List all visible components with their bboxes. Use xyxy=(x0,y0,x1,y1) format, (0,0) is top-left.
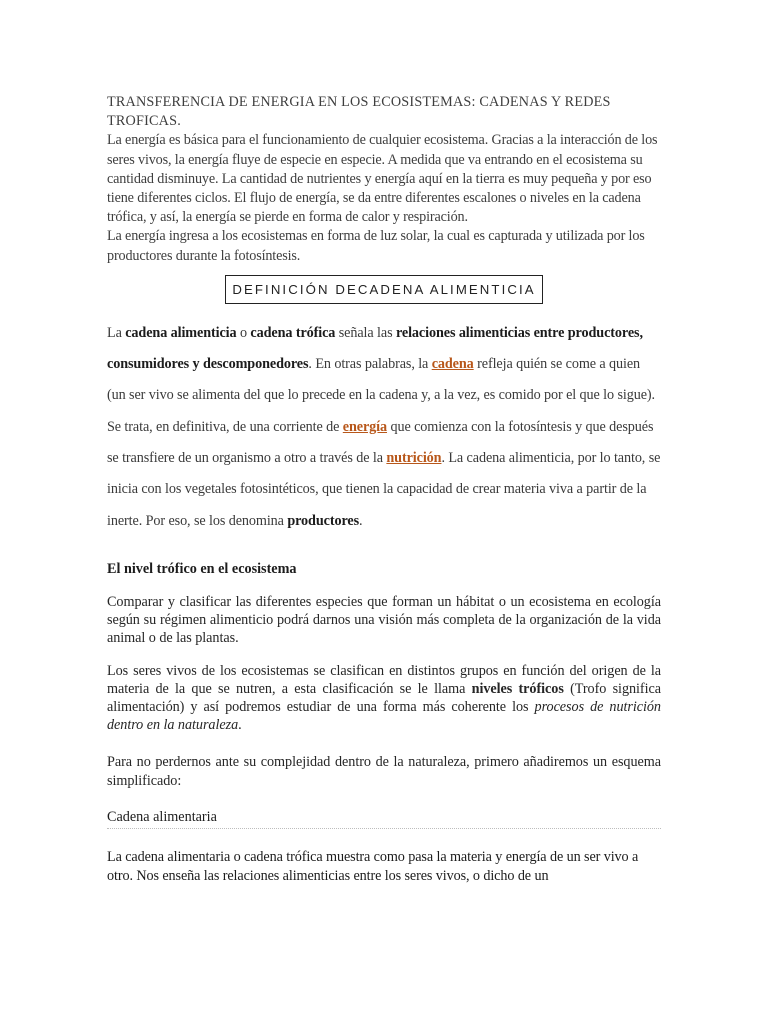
chain-paragraph-1 xyxy=(107,318,661,412)
text-run: (Trofo significa alimentación) y así podremos estudiar de una forma más coherente los xyxy=(107,680,661,715)
nivel-paragraph-1: Comparar y clasificar las diferentes especies que forman un hábitat o un ecosistema en ecología según su régimen alimenticio podrá darnos una visión más completa de la organización de la vida animal o de las plantas. xyxy=(107,593,661,647)
text-run: . En otras palabras, la xyxy=(308,356,432,373)
definition-box-wrapper xyxy=(107,275,661,306)
intro-paragraph-2: La energía ingresa a los ecosistemas en forma de luz solar, la cual es capturada y utilizada por los productores durante la fotosíntesis. xyxy=(107,228,645,264)
cadena-alimentaria-heading: Cadena alimentaria xyxy=(107,808,661,829)
text-run: refleja quién se come a quien (un ser vivo se alimenta del que lo precede en la cadena y, a la vez, es comido por el que lo sigue). xyxy=(107,356,655,404)
intro-block xyxy=(107,93,661,266)
text-run: La xyxy=(107,324,126,341)
chain-paragraph-2 xyxy=(107,412,661,537)
bold-term: relaciones alimenticias entre productores, consumidores y descomponedores xyxy=(107,324,643,373)
text-run: . xyxy=(238,717,242,734)
bold-term: productores xyxy=(287,512,360,529)
nivel-paragraph-3: Para no perdernos ante su complejidad dentro de la naturaleza, primero añadiremos un esquema simplificado: xyxy=(107,754,661,789)
bold-term: niveles tróficos xyxy=(471,680,564,697)
definition-box-heading: DEFINICIÓN DECADENA ALIMENTICIA xyxy=(225,275,542,304)
document-page xyxy=(107,93,661,886)
link-cadena[interactable]: cadena xyxy=(431,356,474,373)
document-title: TRANSFERENCIA DE ENERGIA EN LOS ECOSISTEMAS: CADENAS Y REDES TROFICAS. xyxy=(107,94,611,130)
nivel-paragraph-2 xyxy=(107,662,661,735)
link-energia[interactable]: energía xyxy=(342,418,388,435)
text-run: señala las xyxy=(335,324,396,341)
text-run: o xyxy=(236,324,251,341)
link-nutricion[interactable]: nutrición xyxy=(386,450,442,467)
text-run: Los seres vivos de los ecosistemas se clasifican en distintos grupos en función del origen de la materia de la que se nutren, a esta clasificación se le llama xyxy=(107,662,661,697)
italic-term: procesos de nutrición dentro en la naturaleza xyxy=(107,698,661,734)
text-run: . xyxy=(359,512,363,529)
bold-term: cadena alimenticia xyxy=(125,324,237,341)
chain-definition-section xyxy=(107,318,661,537)
bold-term: cadena trófica xyxy=(250,324,336,341)
cadena-alimentaria-paragraph: La cadena alimentaria o cadena trófica muestra como pasa la materia y energía de un ser vivo a otro. Nos enseña las relaciones alimenticias entre los seres vivos, o dicho de un xyxy=(107,848,639,884)
nivel-trofico-heading: El nivel trófico en el ecosistema xyxy=(107,560,297,577)
text-run: que comienza con la fotosíntesis y que después se transfiere de un organismo a otro a través de la xyxy=(107,418,654,467)
text-run: Se trata, en definitiva, de una corriente de xyxy=(107,418,343,435)
text-run: . La cadena alimenticia, por lo tanto, se inicia con los vegetales fotosintéticos, que tienen la capacidad de crear materia viva a partir de la inerte. Por eso, se los denomina xyxy=(107,450,661,529)
intro-paragraph-1: La energía es básica para el funcionamiento de cualquier ecosistema. Gracias a la interacción de los seres vivos, la energía fluye de especie en especie. A medida que va entrando en el ecosistema su cantidad disminuye. La cantidad de nutrientes y energía aquí en la tierra es muy pequeña y por eso tiene diferentes ciclos. El flujo de energía, se da entre diferentes escalones o niveles en la cadena trófica, y así, la energía se pierde en forma de calor y respiración. xyxy=(107,132,658,226)
